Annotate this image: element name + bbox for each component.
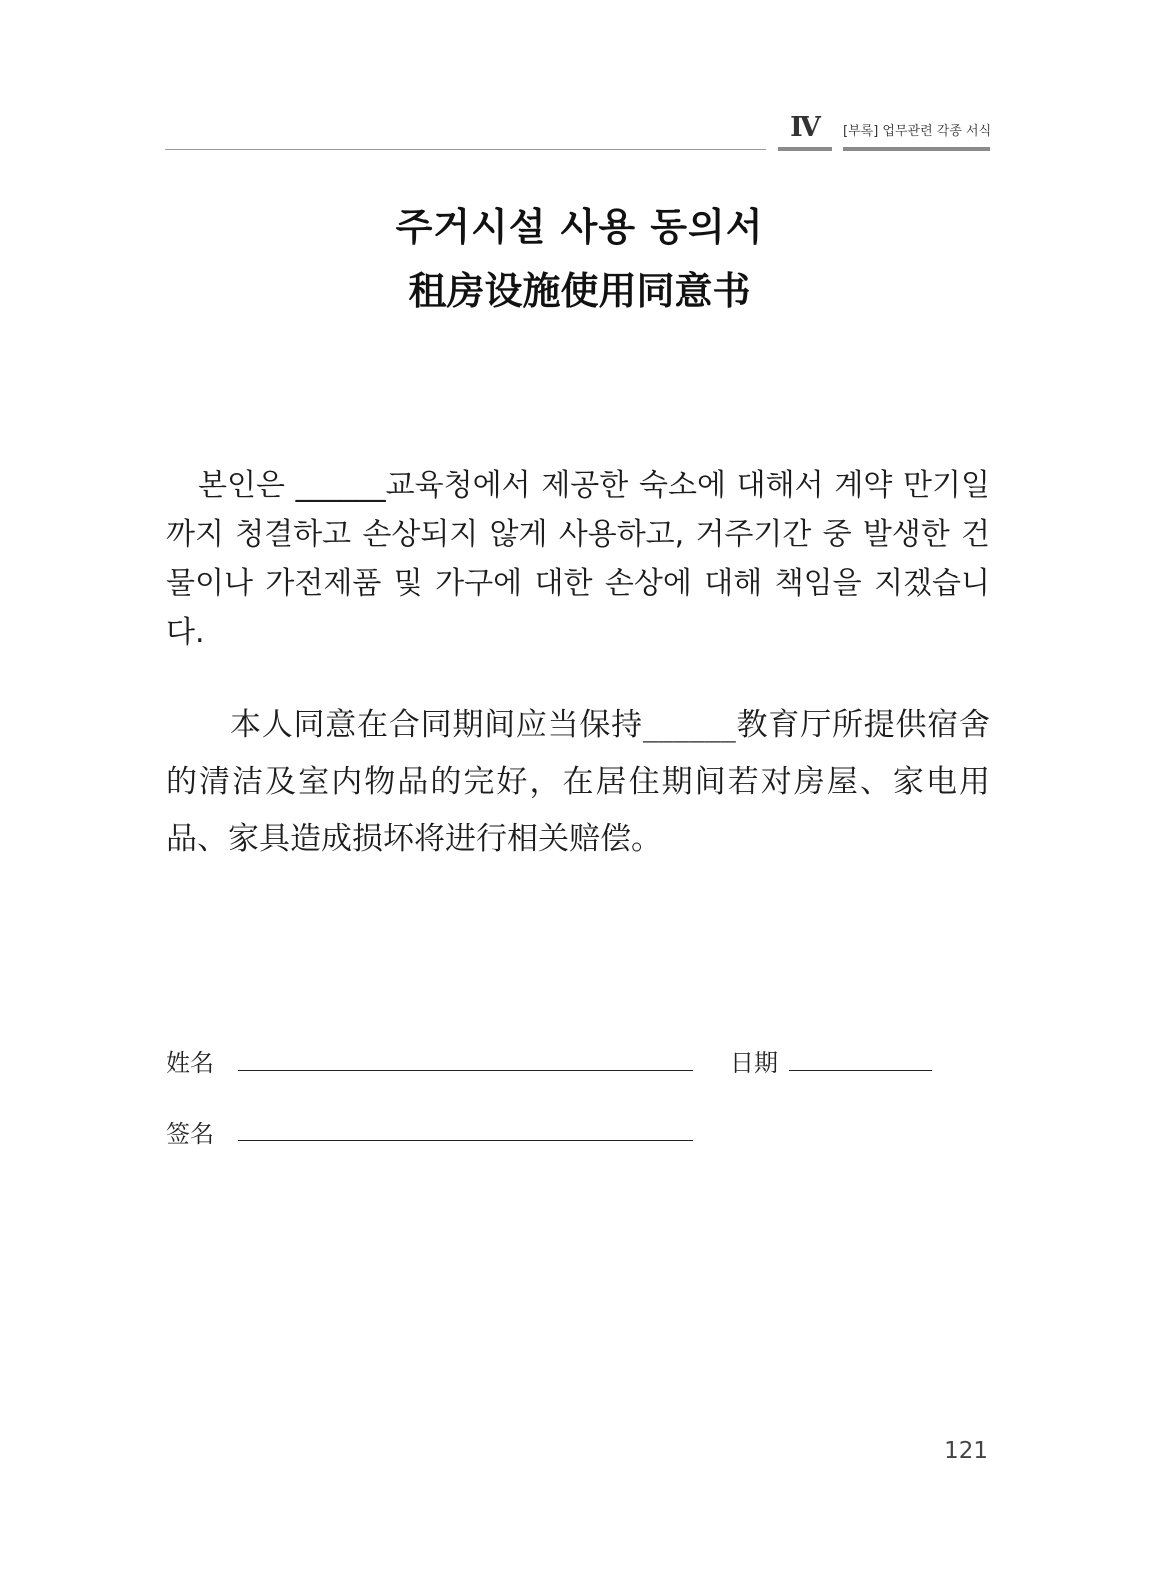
document-title-chinese: 租房设施使用同意书 bbox=[408, 268, 751, 313]
signature-label: 签名 bbox=[166, 1120, 214, 1148]
document-title-korean: 주거시설 사용 동의서 bbox=[395, 205, 764, 249]
signature-field-line[interactable] bbox=[238, 1140, 693, 1141]
chapter-number: Ⅳ bbox=[790, 112, 820, 143]
name-label: 姓名 bbox=[166, 1049, 214, 1077]
header-rule bbox=[165, 149, 766, 150]
name-field-line[interactable] bbox=[238, 1070, 693, 1071]
section-title: [부록] 업무관련 각종 서식 bbox=[843, 124, 992, 139]
page-number: 121 bbox=[944, 1438, 988, 1464]
date-field-line[interactable] bbox=[789, 1070, 932, 1071]
consent-paragraph-chinese: 本人同意在合同期间应当保持______教育厅所提供宿舍的清洁及室内物品的完好，在居住期间若对房屋、家电用品、家具造成损坏将进行相关赔偿。 bbox=[166, 707, 990, 857]
date-label: 日期 bbox=[730, 1049, 778, 1077]
chapter-rule bbox=[778, 147, 832, 151]
consent-paragraph-korean: 본인은 ______교육청에서 제공한 숙소에 대해서 계약 만기일까지 청결하고 손상되지 않게 사용하고, 거주기간 중 발생한 건물이나 가전제품 및 가구에 대한 손상에 대해 책임을 지겠습니다. bbox=[166, 468, 990, 650]
section-rule bbox=[843, 147, 990, 151]
